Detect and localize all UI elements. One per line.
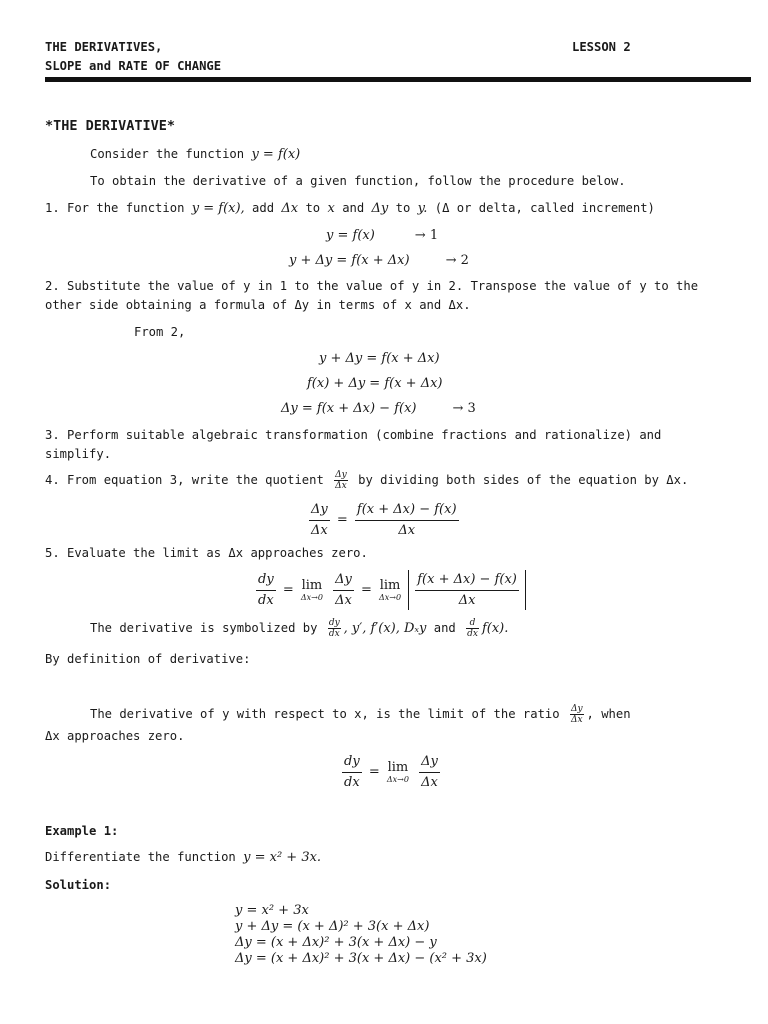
step5-limit-2 [379, 579, 401, 602]
symbolized-d-dx: dx [467, 629, 478, 639]
symbolized-text: The derivative is symbolized by [90, 621, 318, 635]
step2-eq1: y + Δy = f(x + Δx) [319, 351, 440, 366]
definition-inline-num: Δy [570, 704, 583, 714]
definition-dx: dx [344, 774, 360, 790]
step5-equation [253, 570, 526, 610]
step1-eq2: y + Δy = f(x + Δx) [289, 253, 410, 268]
intro-consider [90, 145, 300, 165]
step4-inline-num: Δy [335, 470, 347, 480]
solution-line: y + Δy = (x + Δ)² + 3(x + Δx) [235, 919, 430, 934]
step4-part-b: by dividing both sides of the equation by Δx. [358, 473, 689, 487]
step4-equation [306, 500, 462, 540]
step4-text [45, 470, 688, 491]
definition-dy2: Δy [419, 752, 440, 773]
example-problem-text: Differentiate the function [45, 850, 236, 864]
symbolized-dy: dy [328, 618, 340, 628]
step3-line2: simplify. [45, 447, 112, 461]
step5-big-den: Δx [458, 592, 476, 608]
step1-tag1: → 1 [414, 228, 439, 243]
step4-lhs-fraction [309, 500, 330, 540]
step5-equals-2: = [360, 582, 372, 598]
definition-equation [339, 752, 443, 792]
step5-lim-word-2: lim [379, 577, 401, 593]
step1-tag2: → 2 [445, 253, 469, 268]
step5-delta-fraction [333, 570, 354, 610]
step5-bracket [408, 570, 526, 610]
step1-part-a: 1. For the function [45, 201, 185, 215]
step1-text [45, 199, 655, 219]
symbolized-and: and [433, 621, 456, 635]
step5-text: 5. Evaluate the limit as Δx approaches zero. [45, 546, 368, 560]
consider-equation: y = f(x) [251, 147, 301, 162]
step1-equation-2 [289, 251, 469, 271]
step2-equation-3 [281, 399, 476, 419]
step4-rhs-fraction [355, 500, 459, 540]
definition-inline-den: Δx [570, 715, 583, 725]
definition-limit [387, 761, 409, 784]
step4-lhs-den: Δx [311, 522, 328, 538]
symbolized-tail: f(x). [481, 621, 509, 636]
symbolized-dx: dx [328, 629, 340, 639]
step2-tag3: → 3 [452, 401, 476, 416]
step1-part-f: (Δ or delta, called increment) [434, 201, 655, 215]
step4-inline-fraction [334, 470, 348, 491]
step5-big-fraction [415, 570, 519, 610]
step5-limit-1 [301, 579, 323, 602]
intro-procedure: To obtain the derivative of a given function, follow the procedure below. [90, 174, 626, 188]
symbolized-dydx [328, 618, 341, 639]
step4-rhs-den: Δx [398, 522, 416, 538]
document-header-left [45, 38, 221, 76]
definition-delta-fraction [419, 752, 440, 792]
consider-text: Consider the function [90, 147, 245, 161]
solution-line: Δy = (x + Δx)² + 3(x + Δx) − (x² + 3x) [235, 951, 487, 966]
step1-eq-c: x [327, 201, 335, 216]
step1-part-d: and [342, 201, 365, 215]
step5-dx: dx [258, 592, 274, 608]
definition-dy: dy [342, 752, 362, 773]
step5-big-num: f(x + Δx) − f(x) [415, 570, 519, 591]
step2-eq2: f(x) + Δy = f(x + Δx) [307, 376, 443, 391]
step2-equation-1 [319, 349, 440, 369]
step2-eq3: Δy = f(x + Δx) − f(x) [281, 401, 417, 416]
step1-equation-1 [326, 226, 438, 246]
definition-text-b: , when [586, 707, 631, 721]
step1-eq1: y = f(x) [326, 228, 375, 243]
step4-inline-den: Δx [335, 481, 347, 491]
step2-from: From 2, [134, 325, 186, 339]
definition-inline-fraction [570, 704, 584, 725]
header-rule [45, 77, 751, 82]
step3-line1: 3. Perform suitable algebraic transformation (combine fractions and rationalize) and [45, 428, 662, 442]
header-title-line2: SLOPE and RATE OF CHANGE [45, 59, 222, 73]
solution-line: y = x² + 3x [235, 903, 309, 918]
step4-equals: = [336, 512, 348, 528]
step5-lim-sub-2: Δx→0 [379, 592, 402, 602]
step5-lim-word-1: lim [301, 577, 323, 593]
step5-dy: dy [256, 570, 276, 591]
definition-dydx [342, 752, 362, 792]
header-title-line1: THE DERIVATIVES, [45, 40, 163, 54]
example-problem [45, 848, 321, 868]
step2-line2: other side obtaining a formula of Δy in terms of x and Δx. [45, 298, 471, 312]
step5-lim-sub-1: Δx→0 [300, 592, 323, 602]
definition-dx2: Δx [421, 774, 438, 790]
step4-part-a: 4. From equation 3, write the quotient [45, 473, 324, 487]
step1-eq-b: Δx [281, 201, 299, 216]
section-title: *THE DERIVATIVE* [45, 118, 176, 134]
step5-dy2: Δy [333, 570, 354, 591]
lesson-label: LESSON 2 [572, 40, 631, 54]
symbolized-d-operator [466, 618, 479, 639]
solution-line: Δy = (x + Δx)² + 3(x + Δx) − y [235, 935, 437, 950]
symbolized-d: d [466, 618, 479, 629]
step1-part-c: to [305, 201, 321, 215]
solution-label: Solution: [45, 878, 112, 892]
step1-eq-e: y. [417, 201, 428, 216]
definition-line2: Δx approaches zero. [45, 729, 185, 743]
step4-rhs-num: f(x + Δx) − f(x) [355, 500, 459, 521]
definition-lim-word: lim [387, 759, 409, 775]
definition-equals: = [368, 764, 380, 780]
definition-label: By definition of derivative: [45, 652, 251, 666]
step5-dydx [256, 570, 276, 610]
definition-lim-sub: Δx→0 [386, 774, 409, 784]
step1-eq-d: Δy [371, 201, 389, 216]
step2-equation-2 [307, 374, 443, 394]
step1-part-b: add [252, 201, 275, 215]
step5-equals-1: = [282, 582, 294, 598]
example-problem-equation: y = x² + 3x. [243, 850, 322, 865]
step2-line1: 2. Substitute the value of y in 1 to the value of y in 2. Transpose the value of y to the [45, 279, 699, 293]
step1-eq-a: y = f(x), [191, 201, 245, 216]
definition-line1 [90, 704, 631, 725]
step5-dx2: Δx [335, 592, 352, 608]
step1-part-e: to [395, 201, 411, 215]
definition-text-a: The derivative of y with respect to x, is the limit of the ratio [90, 707, 560, 721]
symbolized-list: , y′, f′(x), Dₓy [343, 621, 427, 636]
example-title: Example 1: [45, 824, 119, 838]
solution-steps [235, 903, 487, 967]
step4-lhs-num: Δy [309, 500, 330, 521]
symbolized-line [90, 618, 508, 639]
